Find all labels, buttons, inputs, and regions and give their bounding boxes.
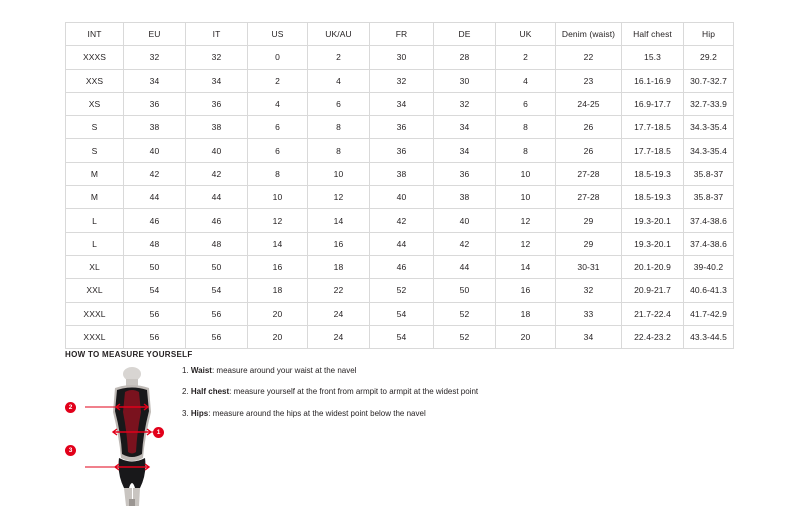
mannequin-illustration	[85, 366, 180, 506]
list-item	[182, 366, 602, 376]
cell-denim-waist: 23	[556, 69, 622, 92]
cell-us: 14	[248, 232, 308, 255]
cell-fr: 54	[370, 325, 434, 348]
cell-hip: 41.7-42.9	[684, 302, 734, 325]
table-row	[66, 69, 734, 92]
cell-eu: 50	[124, 255, 186, 278]
measure-text: : measure around the hips at the widest point below the navel	[208, 408, 426, 418]
column-header-half-chest: Half chest	[622, 23, 684, 46]
cell-hip: 37.4-38.6	[684, 209, 734, 232]
cell-eu: 44	[124, 186, 186, 209]
table-row	[66, 116, 734, 139]
cell-hip: 35.8-37	[684, 162, 734, 185]
cell-half-chest: 22.4-23.2	[622, 325, 684, 348]
cell-uk-au: 24	[308, 302, 370, 325]
cell-denim-waist: 33	[556, 302, 622, 325]
cell-uk-au: 6	[308, 92, 370, 115]
cell-it: 32	[186, 46, 248, 69]
cell-us: 16	[248, 255, 308, 278]
cell-uk-au: 8	[308, 139, 370, 162]
cell-denim-waist: 29	[556, 232, 622, 255]
cell-denim-waist: 27-28	[556, 186, 622, 209]
table-row	[66, 325, 734, 348]
cell-half-chest: 15.3	[622, 46, 684, 69]
cell-denim-waist: 29	[556, 209, 622, 232]
cell-int: L	[66, 232, 124, 255]
column-header-uk-au: UK/AU	[308, 23, 370, 46]
cell-eu: 36	[124, 92, 186, 115]
cell-half-chest: 17.7-18.5	[622, 116, 684, 139]
cell-uk-au: 22	[308, 279, 370, 302]
cell-it: 42	[186, 162, 248, 185]
cell-int: XXXS	[66, 46, 124, 69]
cell-uk: 12	[496, 209, 556, 232]
cell-half-chest: 20.9-21.7	[622, 279, 684, 302]
cell-half-chest: 17.7-18.5	[622, 139, 684, 162]
cell-int: S	[66, 116, 124, 139]
cell-eu: 48	[124, 232, 186, 255]
cell-int: XXXL	[66, 302, 124, 325]
column-header-us: US	[248, 23, 308, 46]
cell-de: 52	[434, 302, 496, 325]
column-header-denim-waist: Denim (waist)	[556, 23, 622, 46]
measure-term: Waist	[190, 366, 212, 375]
column-header-eu: EU	[124, 23, 186, 46]
cell-eu: 38	[124, 116, 186, 139]
cell-hip: 29.2	[684, 46, 734, 69]
measure-term: Hips	[190, 408, 209, 418]
cell-fr: 36	[370, 139, 434, 162]
column-header-int: INT	[66, 23, 124, 46]
cell-uk-au: 14	[308, 209, 370, 232]
cell-de: 32	[434, 92, 496, 115]
cell-eu: 56	[124, 325, 186, 348]
cell-denim-waist: 30-31	[556, 255, 622, 278]
cell-uk: 10	[496, 162, 556, 185]
measure-text: : measure yourself at the front from armpit to armpit at the widest point	[229, 387, 479, 397]
size-chart-table	[65, 22, 734, 349]
cell-int: XXXL	[66, 325, 124, 348]
column-header-fr: FR	[370, 23, 434, 46]
cell-it: 34	[186, 69, 248, 92]
cell-uk: 10	[496, 186, 556, 209]
cell-int: M	[66, 162, 124, 185]
cell-eu: 40	[124, 139, 186, 162]
measure-text: : measure around your waist at the navel	[211, 366, 357, 375]
cell-half-chest: 19.3-20.1	[622, 209, 684, 232]
cell-it: 56	[186, 325, 248, 348]
column-header-de: DE	[434, 23, 496, 46]
cell-eu: 34	[124, 69, 186, 92]
list-item	[182, 387, 602, 397]
cell-half-chest: 19.3-20.1	[622, 232, 684, 255]
cell-half-chest: 16.1-16.9	[622, 69, 684, 92]
cell-it: 46	[186, 209, 248, 232]
mannequin-brief	[119, 458, 146, 488]
cell-eu: 32	[124, 46, 186, 69]
cell-de: 42	[434, 232, 496, 255]
cell-half-chest: 18.5-19.3	[622, 186, 684, 209]
cell-fr: 54	[370, 302, 434, 325]
cell-us: 12	[248, 209, 308, 232]
cell-denim-waist: 27-28	[556, 162, 622, 185]
cell-fr: 32	[370, 69, 434, 92]
cell-int: L	[66, 209, 124, 232]
table-row	[66, 209, 734, 232]
size-chart-body	[66, 46, 734, 349]
table-row	[66, 186, 734, 209]
table-row	[66, 139, 734, 162]
how-to-measure-title: HOW TO MEASURE YOURSELF	[65, 350, 193, 359]
table-row	[66, 232, 734, 255]
cell-denim-waist: 34	[556, 325, 622, 348]
cell-hip: 37.4-38.6	[684, 232, 734, 255]
cell-hip: 34.3-35.4	[684, 139, 734, 162]
cell-us: 4	[248, 92, 308, 115]
cell-it: 56	[186, 302, 248, 325]
cell-us: 8	[248, 162, 308, 185]
cell-uk: 2	[496, 46, 556, 69]
cell-uk-au: 24	[308, 325, 370, 348]
cell-uk: 14	[496, 255, 556, 278]
measure-badge-2: 2	[65, 402, 76, 413]
table-header-row	[66, 23, 734, 46]
table-row	[66, 302, 734, 325]
cell-de: 36	[434, 162, 496, 185]
table-row	[66, 279, 734, 302]
cell-int: S	[66, 139, 124, 162]
cell-fr: 42	[370, 209, 434, 232]
cell-eu: 54	[124, 279, 186, 302]
measure-term: Half chest	[190, 387, 230, 397]
size-chart-header	[66, 23, 734, 46]
cell-us: 6	[248, 139, 308, 162]
table-row	[66, 255, 734, 278]
cell-eu: 56	[124, 302, 186, 325]
cell-fr: 38	[370, 162, 434, 185]
cell-it: 36	[186, 92, 248, 115]
measure-badge-3: 3	[65, 445, 76, 456]
cell-uk: 12	[496, 232, 556, 255]
cell-int: M	[66, 186, 124, 209]
cell-it: 40	[186, 139, 248, 162]
cell-us: 18	[248, 279, 308, 302]
cell-uk-au: 4	[308, 69, 370, 92]
cell-fr: 34	[370, 92, 434, 115]
table-row	[66, 46, 734, 69]
cell-denim-waist: 22	[556, 46, 622, 69]
cell-hip: 35.8-37	[684, 186, 734, 209]
column-header-uk: UK	[496, 23, 556, 46]
column-header-it: IT	[186, 23, 248, 46]
cell-us: 2	[248, 69, 308, 92]
cell-de: 30	[434, 69, 496, 92]
cell-eu: 46	[124, 209, 186, 232]
cell-uk: 16	[496, 279, 556, 302]
cell-half-chest: 18.5-19.3	[622, 162, 684, 185]
how-to-measure-list	[182, 366, 602, 430]
cell-half-chest: 16.9-17.7	[622, 92, 684, 115]
cell-int: XL	[66, 255, 124, 278]
cell-fr: 36	[370, 116, 434, 139]
cell-us: 10	[248, 186, 308, 209]
cell-it: 50	[186, 255, 248, 278]
mannequin-head	[123, 367, 141, 381]
cell-hip: 40.6-41.3	[684, 279, 734, 302]
cell-uk: 18	[496, 302, 556, 325]
cell-uk-au: 18	[308, 255, 370, 278]
cell-it: 38	[186, 116, 248, 139]
cell-denim-waist: 26	[556, 116, 622, 139]
cell-fr: 40	[370, 186, 434, 209]
cell-de: 52	[434, 325, 496, 348]
cell-uk: 20	[496, 325, 556, 348]
cell-int: XS	[66, 92, 124, 115]
cell-us: 20	[248, 302, 308, 325]
cell-de: 44	[434, 255, 496, 278]
cell-fr: 46	[370, 255, 434, 278]
measure-number: 3.	[182, 408, 189, 418]
cell-fr: 30	[370, 46, 434, 69]
measure-number: 1.	[182, 366, 189, 375]
cell-de: 34	[434, 139, 496, 162]
cell-it: 44	[186, 186, 248, 209]
cell-it: 48	[186, 232, 248, 255]
column-header-hip: Hip	[684, 23, 734, 46]
measure-badge-1: 1	[153, 427, 164, 438]
cell-uk-au: 8	[308, 116, 370, 139]
table-row	[66, 162, 734, 185]
cell-us: 0	[248, 46, 308, 69]
cell-int: XXS	[66, 69, 124, 92]
cell-hip: 43.3-44.5	[684, 325, 734, 348]
cell-uk: 4	[496, 69, 556, 92]
cell-hip: 34.3-35.4	[684, 116, 734, 139]
cell-uk-au: 12	[308, 186, 370, 209]
cell-uk-au: 16	[308, 232, 370, 255]
cell-denim-waist: 32	[556, 279, 622, 302]
measure-number: 2.	[182, 387, 189, 397]
cell-hip: 32.7-33.9	[684, 92, 734, 115]
cell-it: 54	[186, 279, 248, 302]
measurement-figure	[68, 366, 180, 506]
cell-half-chest: 21.7-22.4	[622, 302, 684, 325]
table-row	[66, 92, 734, 115]
cell-de: 38	[434, 186, 496, 209]
cell-us: 6	[248, 116, 308, 139]
cell-uk-au: 2	[308, 46, 370, 69]
cell-hip: 39-40.2	[684, 255, 734, 278]
cell-fr: 52	[370, 279, 434, 302]
mannequin-stand	[129, 499, 135, 506]
cell-hip: 30.7-32.7	[684, 69, 734, 92]
size-chart-container	[65, 22, 733, 349]
cell-uk: 8	[496, 139, 556, 162]
cell-de: 50	[434, 279, 496, 302]
cell-int: XXL	[66, 279, 124, 302]
cell-denim-waist: 26	[556, 139, 622, 162]
list-item	[182, 409, 602, 419]
cell-denim-waist: 24-25	[556, 92, 622, 115]
cell-uk: 8	[496, 116, 556, 139]
cell-de: 28	[434, 46, 496, 69]
cell-uk-au: 10	[308, 162, 370, 185]
cell-de: 40	[434, 209, 496, 232]
cell-fr: 44	[370, 232, 434, 255]
cell-uk: 6	[496, 92, 556, 115]
cell-eu: 42	[124, 162, 186, 185]
cell-de: 34	[434, 116, 496, 139]
cell-half-chest: 20.1-20.9	[622, 255, 684, 278]
cell-us: 20	[248, 325, 308, 348]
